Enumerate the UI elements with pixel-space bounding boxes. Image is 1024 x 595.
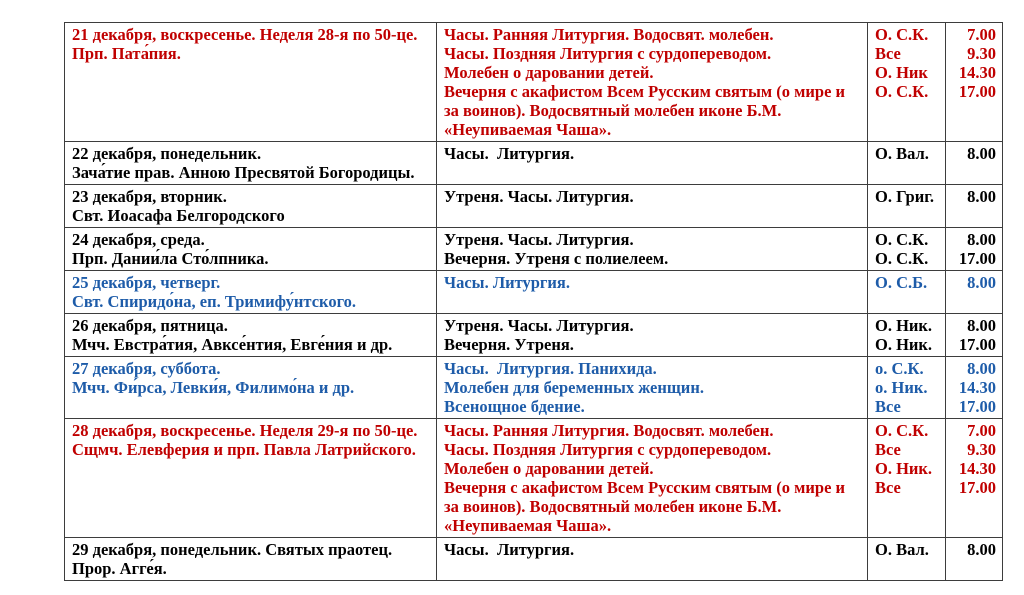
celebrant-line: Все — [875, 44, 901, 63]
date-line: 29 декабря, понедельник. Святых праотец. — [72, 540, 393, 559]
celebrant-line: О. Григ. — [875, 187, 934, 206]
services-cell — [437, 314, 868, 357]
time-cell — [946, 419, 1003, 538]
celebrant-line: О. С.К. — [875, 230, 929, 249]
date-line: Мчч. Фи́рса, Левки́я, Филимо́на и др. — [72, 378, 355, 397]
time-line: 8.00 — [967, 359, 996, 378]
celebrant-cell — [868, 271, 946, 314]
services-cell — [437, 23, 868, 142]
celebrant-line: О. С.К. — [875, 421, 929, 440]
celebrant-line: О. С.К. — [875, 25, 929, 44]
schedule-row — [65, 142, 1003, 185]
date-line: 25 декабря, четверг. — [72, 273, 221, 292]
services-cell — [437, 419, 868, 538]
celebrant-cell — [868, 357, 946, 419]
celebrant-line: О. С.К. — [875, 82, 929, 101]
service-line: Молебен для беременных женщин. — [444, 378, 704, 397]
date-cell — [65, 228, 437, 271]
service-line: Часы. Ранняя Литургия. Водосвят. молебен. — [444, 25, 774, 44]
services-cell — [437, 271, 868, 314]
date-line: Сщмч. Елевферия и прп. Павла Латрийского. — [72, 440, 416, 459]
date-line: Свт. Спиридо́на, еп. Тримифу́нтского. — [72, 292, 357, 311]
time-line: 17.00 — [958, 249, 996, 268]
schedule-table — [64, 22, 1003, 581]
services-cell — [437, 228, 868, 271]
date-cell — [65, 538, 437, 581]
services-cell — [437, 538, 868, 581]
schedule-row — [65, 419, 1003, 538]
celebrant-line: о. Ник. — [875, 378, 928, 397]
schedule-row — [65, 538, 1003, 581]
schedule-row — [65, 271, 1003, 314]
schedule-body — [65, 23, 1003, 581]
schedule-row — [65, 185, 1003, 228]
date-line: 27 декабря, суббота. — [72, 359, 221, 378]
services-cell — [437, 185, 868, 228]
celebrant-cell — [868, 419, 946, 538]
date-line: Прп. Дании́ла Сто́лпника. — [72, 249, 269, 268]
time-line: 9.30 — [967, 44, 996, 63]
time-cell — [946, 228, 1003, 271]
service-line: Часы. Литургия. Панихида. — [444, 359, 657, 378]
celebrant-line: Все — [875, 397, 901, 416]
time-line: 8.00 — [967, 316, 996, 335]
time-cell — [946, 23, 1003, 142]
schedule-row — [65, 357, 1003, 419]
celebrant-line: О. С.К. — [875, 249, 929, 268]
date-line: Прор. Агге́я. — [72, 559, 167, 578]
service-line: Часы. Литургия. — [444, 144, 575, 163]
celebrant-line: о. С.К. — [875, 359, 924, 378]
time-cell — [946, 314, 1003, 357]
time-line: 17.00 — [958, 478, 996, 497]
date-cell — [65, 357, 437, 419]
date-line: 22 декабря, понедельник. — [72, 144, 262, 163]
celebrant-line: О. С.Б. — [875, 273, 928, 292]
time-line: 14.30 — [958, 459, 996, 478]
celebrant-line: О. Ник. — [875, 459, 933, 478]
time-cell — [946, 142, 1003, 185]
time-line: 8.00 — [967, 540, 996, 559]
time-line: 7.00 — [967, 421, 996, 440]
service-line: Утреня. Часы. Литургия. — [444, 230, 634, 249]
time-line: 17.00 — [958, 335, 996, 354]
time-line: 17.00 — [958, 397, 996, 416]
service-line: Молебен о даровании детей. — [444, 63, 654, 82]
schedule-table-wrap — [64, 22, 1002, 581]
time-line: 9.30 — [967, 440, 996, 459]
time-line: 14.30 — [958, 63, 996, 82]
date-line: 23 декабря, вторник. — [72, 187, 227, 206]
service-line: Часы. Ранняя Литургия. Водосвят. молебен. — [444, 421, 774, 440]
celebrant-line: Все — [875, 478, 901, 497]
service-line: Вечерня. Утреня. — [444, 335, 574, 354]
service-line: Часы. Литургия. — [444, 273, 570, 292]
celebrant-line: О. Ник — [875, 63, 928, 82]
schedule-row — [65, 314, 1003, 357]
schedule-row — [65, 23, 1003, 142]
time-cell — [946, 357, 1003, 419]
date-line: Мчч. Евстра́тия, Авксе́нтия, Евге́ния и др. — [72, 335, 393, 354]
date-cell — [65, 271, 437, 314]
services-cell — [437, 142, 868, 185]
time-line: 8.00 — [967, 230, 996, 249]
service-line: Утреня. Часы. Литургия. — [444, 316, 634, 335]
time-line: 8.00 — [967, 187, 996, 206]
date-line: 21 декабря, воскресенье. Неделя 28-я по 50-це. — [72, 25, 418, 44]
date-cell — [65, 314, 437, 357]
service-line: Утреня. Часы. Литургия. — [444, 187, 634, 206]
service-line: Вечерня. Утреня с полиелеем. — [444, 249, 669, 268]
celebrant-line: Все — [875, 440, 901, 459]
time-line: 14.30 — [958, 378, 996, 397]
date-line: 24 декабря, среда. — [72, 230, 205, 249]
date-line: 28 декабря, воскресенье. Неделя 29-я по 50-це. — [72, 421, 418, 440]
service-line: Часы. Поздняя Литургия с сурдопереводом. — [444, 44, 772, 63]
service-line: Часы. Поздняя Литургия с сурдопереводом. — [444, 440, 772, 459]
time-cell — [946, 185, 1003, 228]
celebrant-cell — [868, 314, 946, 357]
date-line: 26 декабря, пятница. — [72, 316, 228, 335]
date-line: Зача́тие прав. Анною Пресвятой Богородицы. — [72, 163, 415, 182]
time-line: 7.00 — [967, 25, 996, 44]
celebrant-line: О. Ник. — [875, 316, 933, 335]
service-line: Молебен о даровании детей. — [444, 459, 654, 478]
date-cell — [65, 23, 437, 142]
time-line: 17.00 — [958, 82, 996, 101]
celebrant-line: О. Вал. — [875, 144, 929, 163]
date-cell — [65, 419, 437, 538]
service-line: Вечерня с акафистом Всем Русским святым (о мире и за воинов). Водосвятный молебен иконе Б.М. «Неупиваемая Чаша». — [444, 478, 850, 535]
services-cell — [437, 357, 868, 419]
celebrant-cell — [868, 185, 946, 228]
date-cell — [65, 142, 437, 185]
celebrant-cell — [868, 228, 946, 271]
time-cell — [946, 271, 1003, 314]
service-line: Часы. Литургия. — [444, 540, 575, 559]
service-line: Всенощное бдение. — [444, 397, 585, 416]
schedule-row — [65, 228, 1003, 271]
celebrant-cell — [868, 23, 946, 142]
date-line: Прп. Пата́пия. — [72, 44, 181, 63]
time-line: 8.00 — [967, 144, 996, 163]
time-cell — [946, 538, 1003, 581]
celebrant-line: О. Ник. — [875, 335, 933, 354]
celebrant-line: О. Вал. — [875, 540, 929, 559]
time-line: 8.00 — [967, 273, 996, 292]
date-line: Свт. Иоасафа Белгородского — [72, 206, 285, 225]
celebrant-cell — [868, 142, 946, 185]
date-cell — [65, 185, 437, 228]
celebrant-cell — [868, 538, 946, 581]
service-line: Вечерня с акафистом Всем Русским святым (о мире и за воинов). Водосвятный молебен иконе Б.М. «Неупиваемая Чаша». — [444, 82, 850, 139]
